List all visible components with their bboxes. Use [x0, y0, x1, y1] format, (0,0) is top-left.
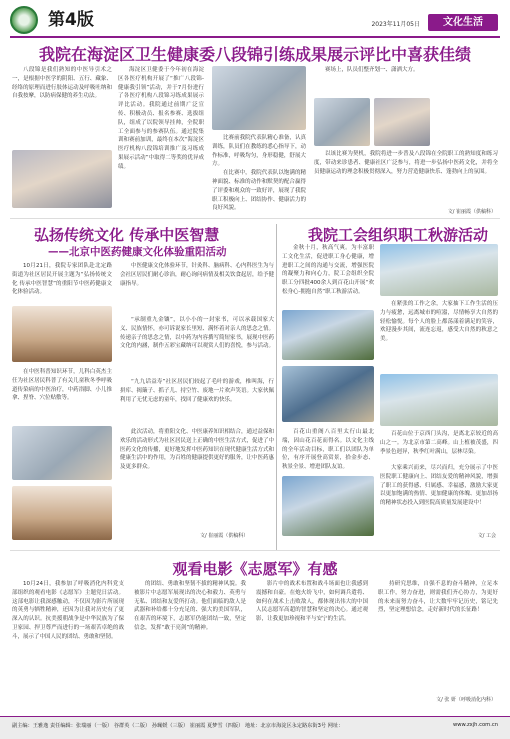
article1-col4a-cont [434, 98, 498, 146]
article1-col3: 比赛前我院代表队精心准备，认真训练，队员们在教练的悉心指导下，动作标准，呼吸均匀，身形稳健，舒展大方。 在比赛中，我院代表队以饱满的精神面貌、标准的动作和默契的配合赢得了评委和观众的一致好评，展现了我院职工积极向上、团结协作、健康活力的良好风貌。 [212, 135, 306, 212]
photo-consultation [12, 426, 112, 480]
article4-col1: 10月24日，我参加了呼吸消化内科党支部组织的观看电影《志愿军》主题党日活动。这部电影让我深感触动，不仅因为影片所展现的英勇与牺牲精神，还因为让我对历史有了更深入的认识。抗美援朝战争是中华民族为了保卫家园、捍卫尊严而进行的一场艰苦卓绝的战斗，展示了中国人民的团结、勇敢和坚韧。 [12, 581, 124, 640]
photo-herbal-crafts [12, 486, 112, 540]
article3-col2a: 在紧张的工作之余，大家抽下工作生活的压力与疲惫，远离城市的喧嚣，尽情畅享大自然的轻松愉悦。每个人的脸上都荡漾着满足的笑容，欢迎漫步其间，流连忘返，感受大自然的秋意之美。 [380, 301, 498, 343]
article3-col2b: 大家乘兴而来，尽兴而归，充分展示了中医医院职工健康向上、团结友爱的精神风貌，增强了职工的获得感、归属感、幸福感，激励大家更以更加饱满的热情、更加健康的体魄、更加昂扬的精神状态投入到医院高质量发展建设中！ [380, 465, 498, 507]
header-divider [10, 36, 500, 38]
photo-group-photo [282, 476, 374, 536]
section-divider-1 [10, 218, 500, 219]
article4-col3: 影片中的战术布置和战斗场面也让我感到震撼和自豪。在炮火纷飞中，如何调兵遣将、如何在战术上击败敌人，都体现出伟大的中国人民志愿军高超的智慧和坚定的决心。通过观影，让我更加珍视和平与安宁的生活。 [256, 581, 368, 623]
article2-col1a: 10月21日，我院专家团队赴北定路街道为社区居民开展主题为“弘扬传统文化 传承中医智慧”的重阳节中医药健康文化体验活动。 [12, 263, 112, 296]
article3-title: 我院工会组织职工秋游活动 [308, 226, 489, 244]
article2-col2b: “承制重九金镶”，以小小的一封家书，可以承载国家大义、民族情怀，亦可诉说家长里短、满怀着对亲人的思念之情。传递亲子的思念之情，以中药为内容撰写简短家书，展现中医药文化的内涵，制作五彩宝藏纳可以观赏人们的喜悦，参与活动。 [120, 317, 274, 350]
article1-title: 我院在海淀区卫生健康委八段锦引练成果展示评比中喜获佳绩 [38, 45, 471, 64]
section-tag: 文化生活 [428, 14, 498, 31]
article2-col1b: 在中医科普知识环节，儿科白英杰主任为社区居民科普了有关儿童秋冬季呼吸道传染病的中医治疗，中药浴脚、小儿推拿、捏脊、穴位贴敷等。 [12, 369, 112, 402]
article3-col1b: 百花山位于京西门头沟，是离北京较近的高山之一。为北京市第二高峰。山上植被茂盛，四季景色迥异，秋季红叶满山，层林尽染。 [380, 431, 498, 455]
article2-col2d: 此次活动，将重阳文化、中医康养知识相结合，通过益保和欢乐的活动形式为社区居民送上正确的中医生活方式，促进了中医药文化的传播，更好地发挥中医药知识在现代健康生活方式和健康生活中的作用，为百姓的健康提供更好的服务，让中医药惠及更多群众。 [120, 429, 274, 471]
article4-col4: 持研究思维，自强不息的奋斗精神，立足本职工作，努力奋进，则需我们齐心协力，为更好的未来而努力奋斗，让大数牢牢记历史，铭记先烈，坚定理想信念，走好新时代的长征路！ [378, 581, 498, 614]
article2-title: 弘扬传统文化 传承中医智慧 [34, 226, 220, 244]
article1-col4a: 赛场上，队员们整齐划一、潇洒大方。 [325, 67, 419, 73]
article3-col1c: 百花山重阁八百里太行山最北端，因山花百花而得名。以文化主线的全年活动目标，职工们以团队为单位，有序开展登高赏景，拾金步态、秋景全景、增进团队友谊。 [282, 429, 374, 471]
article2-col2a: 中医健康文化体验环节，针灸科、脑病科、心内科医生为与会社区居民们耐心诊治，耐心询问病情及相关饮食起居，给予健康指导。 [120, 263, 274, 287]
photo-autumn-hike-2 [282, 310, 374, 360]
footer-url[interactable]: www.zxjh.com.cn [453, 722, 498, 728]
photo-baduanjin-stage-2 [374, 98, 430, 146]
article2-col2c: “九九话益寿”社区居民们较起了毛叶的游戏，椎叫海，行拼库、揭簸子、抓子儿、持空竹、废地一片欢声笑语。大家伙佩利用了无忧无虑的童年，找回了健康欢的快乐。 [120, 379, 274, 403]
article4-col2: 的团结、勇敢和坚韧不拔的精神风貌。我被影片中志愿军展现出的决心和毅力、英勇与无私、团结和友爱所打动。他们面临的敌人是武器和补给都十分充足的、强大的美国军队，在艰苦的环境下，志愿军仍能团结一致，坚定信念，发挥“敢于亮剑”的精神。 [134, 581, 246, 631]
article1-col4b: 以该比赛为契机，我院将进一步普及八段锦在全院职工的熟知度和练习度，带动来诊患者、健康社区广泛参与，将进一步弘扬中医药文化，并将全员健康运动的理念积极贯彻深入，努力营造健康快乐、蓬勃向上的氛围。 [314, 151, 498, 175]
article4-title: 观看电影《志愿军》有感 [172, 560, 338, 578]
photo-autumn-hike-1 [380, 244, 498, 296]
photo-autumn-hike-3 [380, 374, 498, 426]
photo-baduanjin-group [12, 150, 112, 208]
article2-credit: 文/ 崔丽霞（供稿科） [200, 533, 249, 539]
article4-credit: 文/ 张 妍（呼吸消化内科） [436, 697, 496, 703]
footer-info: 副主编：王雅逸 责任编辑：张瑞丽（一版） 谷群英（二版） 孙珮媛（三版） 崔丽霞 夏梦雪（四版） 地址：北京市海淀区永定路东街3号 网址： [12, 723, 344, 729]
article2-subtitle: ——北京中医药健康文化体验重阳活动 [48, 246, 227, 258]
photo-baduanjin-team [212, 66, 306, 130]
article1-credit: 文/ 崔丽霞（供稿科） [447, 209, 496, 215]
column-divider [276, 224, 277, 550]
section-divider-2 [10, 550, 500, 551]
edition-label: 第4版 [48, 10, 94, 30]
hospital-logo [10, 6, 38, 34]
article3-credit: 文/ 工会 [477, 533, 496, 539]
article1-col2: 海淀区卫健委于今年初在海淀区各医疗机构开展了“推广八段锦-健康我引领”活动，并于7月份进行了各医疗机构八段锦习练成果展示评比活动。我院通过前期广泛宣传、积极动员、报名参赛、选拔组队，组成了以院领导挂帅，全院职工全面参与的参赛队伍。通过院集训和赛前加训，最终在本次“海淀区医疗机构八段锦培训推广及习练成果展示活动”中取得二等奖的优异成绩。 [118, 67, 204, 170]
photo-mountain-view [282, 366, 374, 422]
photo-baduanjin-stage-1 [314, 98, 370, 146]
article1-col1: 八段锦是我们熟知的中医导引术之一，是根据中医学的阴阳、五行、藏象、经络的原理而进行肢体运动及呼吸吐纳和自我按摩，以防病保健的养生功法。 [12, 67, 112, 100]
article3-col1a: 金秋十月，秋高气爽。为丰富职工文化生活，促进职工身心健康，增进职工之间的沟通与交流，增强医院的凝聚力和向心力，院工会组织全院职工分四批400余人到百花山开展“欢松身心·拥抱自然”职工秋游活动。 [282, 245, 374, 295]
issue-date: 2023年11月05日 [371, 21, 420, 28]
photo-health-lecture [12, 306, 112, 362]
